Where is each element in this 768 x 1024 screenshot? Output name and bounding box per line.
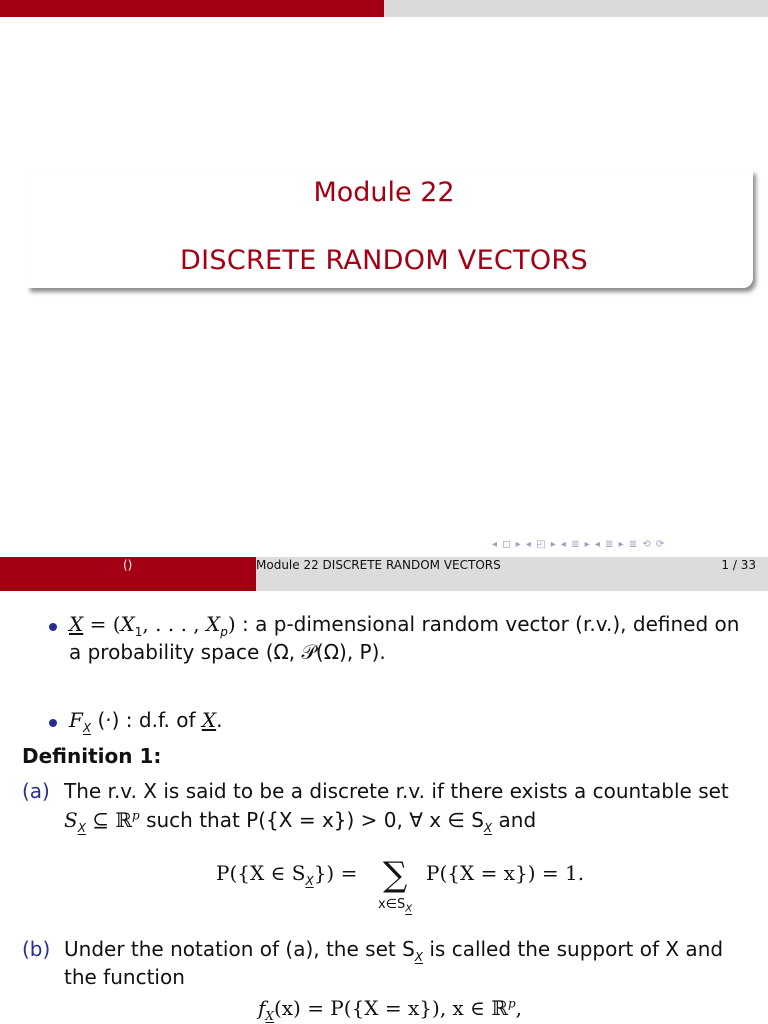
item-b-label: (b)	[22, 937, 51, 961]
bullet2-line: $F_X$ (·) : d.f. of X.	[69, 708, 223, 735]
slide-title: Module 22	[313, 177, 455, 208]
footer-author: ()	[123, 558, 133, 572]
equation-a-subscript: $x\in S_X$	[378, 897, 413, 915]
top-header-bar	[0, 0, 768, 17]
bullet-icon	[49, 623, 57, 631]
item-b-line1-text: Under the notation of (a), the set S	[64, 937, 415, 961]
slide-content	[0, 598, 768, 1024]
equation-b-rest: (x) = P({X = x}), x ∈ ℝ	[273, 996, 508, 1020]
top-bar-red-segment	[0, 0, 384, 17]
equation-b: $f_X(x) = P(\{X = x\})$, x ∈ ℝ$^p$,	[258, 996, 522, 1023]
bullet2-text: (·) : d.f. of	[97, 708, 196, 732]
footer-right	[256, 557, 768, 591]
equation-a: P({X ∈ $S_X$}) = ∑ P({X = x}) = 1. $x\in S_X$	[216, 855, 585, 915]
item-b-line1: Under the notation of (a), the set $S_X$ is called the support of X and	[64, 937, 724, 964]
footer-bar	[0, 557, 768, 591]
bullet1-line1: $X = (X_1$, . . . , $X_p$) : a p-dimensional random vector (r.v.), defined on	[69, 612, 740, 639]
top-bar-grey-segment	[384, 0, 768, 17]
item-a-label: (a)	[22, 779, 50, 803]
item-a-line2-end: and	[498, 808, 537, 832]
equation-b-end: ,	[515, 996, 522, 1020]
footer-page-number: 1 / 33	[721, 558, 756, 572]
item-a-line1: The r.v. X is said to be a discrete r.v. if there exists a countable set	[64, 779, 729, 803]
footer-left	[0, 557, 256, 591]
bullet1-text: : a p-dimensional random vector (r.v.), defined on	[242, 612, 740, 636]
bullet-icon	[49, 719, 57, 727]
slide-subtitle: DISCRETE RANDOM VECTORS	[180, 245, 588, 276]
item-a-line2-text: such that P({X = x}) > 0, ∀ x ∈ S	[146, 808, 484, 832]
equation-b-f: f	[258, 996, 266, 1020]
definition-label: Definition 1:	[22, 744, 162, 768]
item-b-line2: the function	[64, 965, 185, 989]
equation-a-mid: }) =	[313, 861, 358, 885]
footer-short-title: Module 22 DISCRETE RANDOM VECTORS	[256, 558, 501, 572]
item-b-line1-tail: is called the support of X and	[429, 937, 724, 961]
item-a-line2: $S_X$ ⊆ ℝ$^p$ such that P({X = x}) > 0, ∀ x ∈ $S_X$ and	[64, 808, 537, 835]
sum-sign-icon: ∑	[383, 855, 408, 895]
equation-a-rhs: P({X = x}) = 1.	[426, 861, 585, 885]
equation-a-lhs: P({X ∈ S	[216, 861, 306, 885]
bullet1-line2: a probability space (Ω, 𝒫(Ω), P).	[69, 640, 386, 664]
beamer-navigation-icons[interactable]: ◂ ◻ ▸ ◂ ◰ ▸ ◂ ≣ ▸ ◂ ≣ ▸ ≣ ⟲ ⟳	[492, 539, 666, 550]
